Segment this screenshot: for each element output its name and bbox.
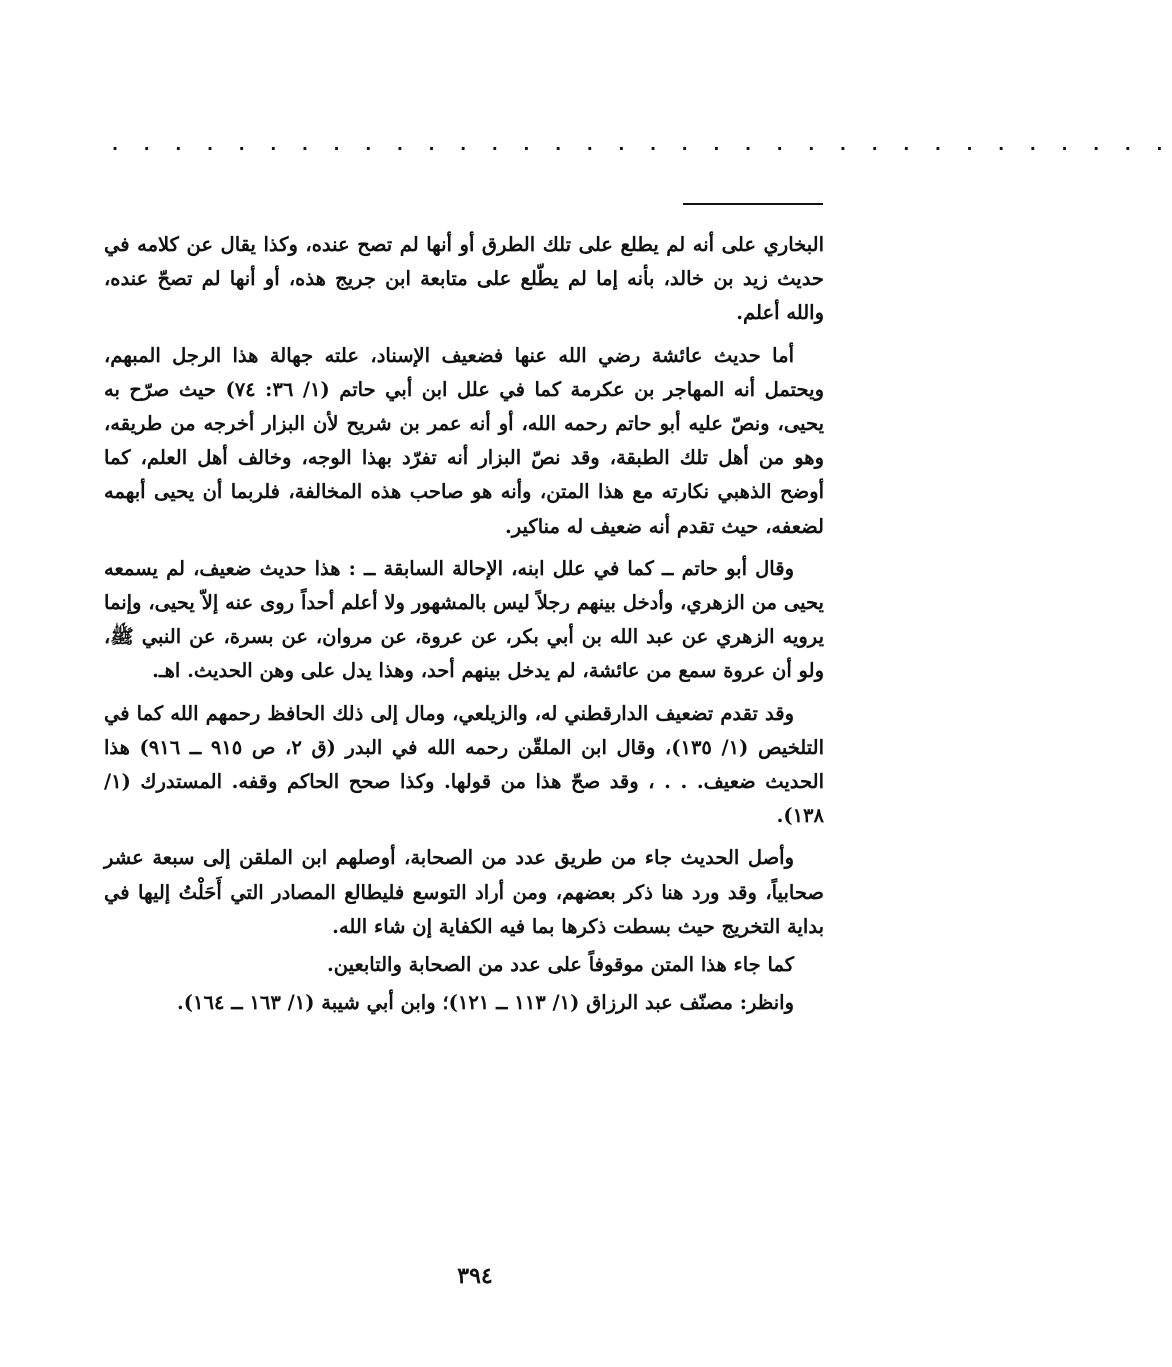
paragraph-7: وانظر: مصنّف عبد الرزاق (١/ ١١٣ ــ ١٢١)؛ وابن أبي شيبة (١/ ١٦٣ ــ ١٦٤).	[177, 991, 794, 1015]
paragraph-1: البخاري على أنه لم يطلع على تلك الطرق أو أنها لم تصح عنده، وكذا يقال عن كلامه في حديث زيد بن خالد، بأنه إما لم يطّلع على متابعة ابن جريج هذه، أو أنها لم تصحّ عنده، والله أعلم.	[104, 233, 824, 325]
page-number: ٣٩٤	[457, 1263, 493, 1289]
main-text	[104, 228, 824, 1028]
paragraph-3: وقال أبو حاتم ــ كما في علل ابنه، الإحالة السابقة ــ : هذا حديث ضعيف، لم يسمعه يحيى من الزهري، وأدخل بينهم رجلاً ليس بالمشهور ولا أعلم أحداً روى عنه إلاّ يحيى، وإنما يرويه الزهري عن عبد الله بن أبي بكر، عن عروة، عن مروان، عن بسرة، عن النبي ﷺ، ولو أن عروة سمع من عائشة، لم يدخل بينهم أحد، وهذا يدل على وهن الحديث. اهـ.	[104, 556, 824, 683]
paragraph-4: وقد تقدم تضعيف الدارقطني له، والزيلعي، ومال إلى ذلك الحافظ رحمهم الله كما في التلخيص (١/ ١٣٥)، وقال ابن الملقّن رحمه الله في البدر (ق ٢، ص ٩١٥ ــ ٩١٦) هذا الحديث ضعيف. . . ، وقد صحّ هذا من قولها. وكذا صحح الحاكم وقفه. المستدرك (١/ ١٣٨).	[104, 701, 825, 828]
paragraph-2: أما حديث عائشة رضي الله عنها فضعيف الإسناد، علته جهالة هذا الرجل المبهم، ويحتمل أنه المهاجر بن عكرمة كما في علل ابن أبي حاتم (١/ ٣٦: ٧٤) حيث صرّح به يحيى، ونصّ عليه أبو حاتم رحمه الله، أو أنه عمر بن شريح لأن البزار أخرجه من طريقه، وهو من أهل تلك الطبقة، وقد نصّ البزار أنه تفرّد بهذا الوجه، وخالف أهل العلم، كما أوضح الذهبي نكارته مع هذا المتن، وأنه هو صاحب هذه المخالفة، فلربما أن يحيى أبهمه لضعفه، حيث تقدم أنه ضعيف له مناكير.	[104, 343, 824, 538]
footnote-rule	[683, 203, 823, 205]
dotted-separator: · · · · · · · · · · · · · · · · · · · · · · · · · · · · · · · · · ·	[112, 139, 1172, 158]
paragraph-5: وأصل الحديث جاء من طريق عدد من الصحابة، أوصلهم ابن الملقن إلى سبعة عشر صحابياً، وقد ورد هنا ذكر بعضهم، ومن أراد التوسع فليطالع المصادر التي أَحَلْتُ إليها في بداية التخريج حيث بسطت ذكرها بما فيه الكفاية إن شاء الله.	[104, 846, 824, 938]
paragraph-6: كما جاء هذا المتن موقوفاً على عدد من الصحابة والتابعين.	[326, 953, 794, 977]
